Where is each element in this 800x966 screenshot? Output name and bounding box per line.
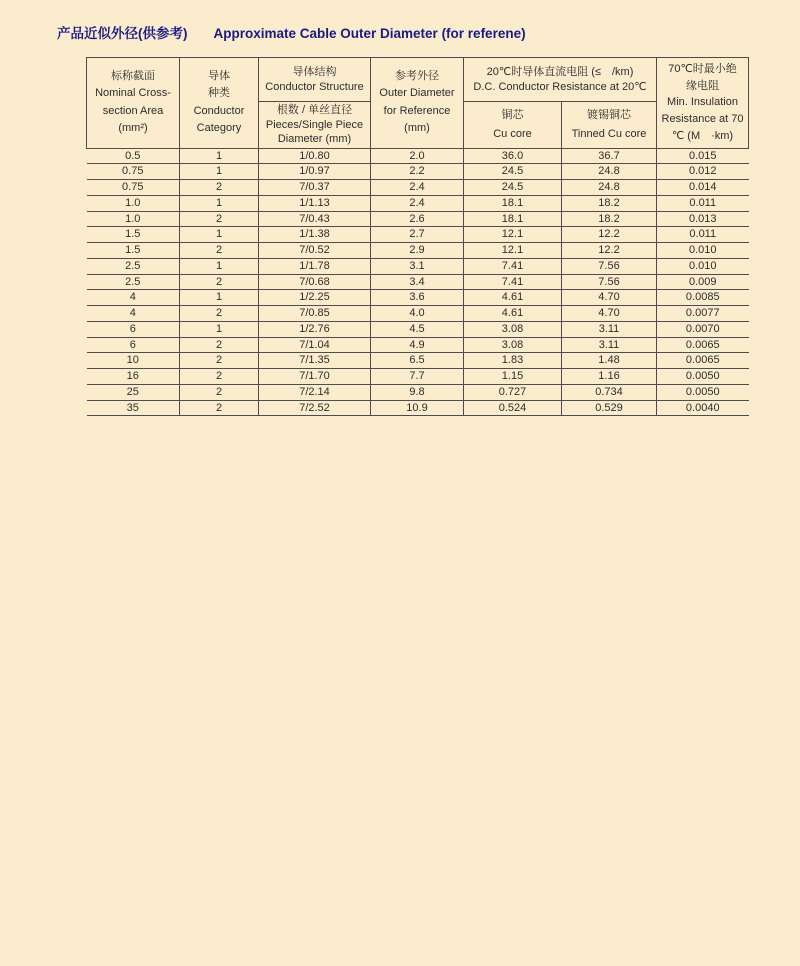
table-row	[87, 195, 749, 211]
cell-min-insulation: 0.015	[657, 148, 749, 164]
cell-min-insulation: 0.0050	[657, 369, 749, 385]
cell-tinned-cu-resistance: 7.56	[562, 258, 657, 274]
cell-cu-core-resistance: 4.61	[464, 290, 562, 306]
cell-tinned-cu-resistance: 4.70	[562, 290, 657, 306]
cell-min-insulation: 0.010	[657, 258, 749, 274]
header-nominal-cross-section-area: 标称截面 Nominal Cross- section Area (mm²)	[87, 58, 180, 149]
cell-outer-diameter: 2.4	[371, 180, 464, 196]
cell-conductor-category: 2	[180, 384, 259, 400]
cell-nominal-area: 25	[87, 384, 180, 400]
cell-conductor-category: 1	[180, 164, 259, 180]
cell-conductor-structure: 7/1.35	[259, 353, 371, 369]
cell-min-insulation: 0.0085	[657, 290, 749, 306]
table-row	[87, 306, 749, 322]
table-row	[87, 274, 749, 290]
cell-nominal-area: 0.75	[87, 164, 180, 180]
cell-nominal-area: 1.5	[87, 243, 180, 259]
cell-cu-core-resistance: 0.727	[464, 384, 562, 400]
cell-conductor-structure: 7/0.52	[259, 243, 371, 259]
cell-min-insulation: 0.011	[657, 195, 749, 211]
cell-outer-diameter: 4.9	[371, 337, 464, 353]
cell-nominal-area: 16	[87, 369, 180, 385]
cell-conductor-category: 2	[180, 274, 259, 290]
cell-tinned-cu-resistance: 18.2	[562, 195, 657, 211]
cell-cu-core-resistance: 18.1	[464, 195, 562, 211]
table-row	[87, 227, 749, 243]
cell-conductor-category: 1	[180, 227, 259, 243]
cell-min-insulation: 0.014	[657, 180, 749, 196]
cell-conductor-category: 2	[180, 211, 259, 227]
cell-cu-core-resistance: 36.0	[464, 148, 562, 164]
cell-conductor-category: 1	[180, 148, 259, 164]
cell-cu-core-resistance: 12.1	[464, 227, 562, 243]
cell-cu-core-resistance: 24.5	[464, 164, 562, 180]
cell-conductor-category: 2	[180, 306, 259, 322]
cell-conductor-category: 2	[180, 180, 259, 196]
cell-tinned-cu-resistance: 36.7	[562, 148, 657, 164]
cell-tinned-cu-resistance: 3.11	[562, 321, 657, 337]
cell-conductor-structure: 7/1.04	[259, 337, 371, 353]
cell-min-insulation: 0.013	[657, 211, 749, 227]
cell-conductor-structure: 7/0.85	[259, 306, 371, 322]
cell-nominal-area: 10	[87, 353, 180, 369]
cell-nominal-area: 4	[87, 306, 180, 322]
cell-conductor-structure: 1/1.78	[259, 258, 371, 274]
cell-min-insulation: 0.0050	[657, 384, 749, 400]
cable-outer-diameter-table	[86, 57, 749, 416]
cell-conductor-category: 2	[180, 400, 259, 416]
table-body	[87, 148, 749, 416]
cell-conductor-category: 1	[180, 195, 259, 211]
cell-tinned-cu-resistance: 3.11	[562, 337, 657, 353]
cell-outer-diameter: 10.9	[371, 400, 464, 416]
cell-min-insulation: 0.0065	[657, 337, 749, 353]
cell-cu-core-resistance: 1.15	[464, 369, 562, 385]
cell-nominal-area: 0.5	[87, 148, 180, 164]
table-row	[87, 211, 749, 227]
cell-outer-diameter: 2.4	[371, 195, 464, 211]
cell-conductor-structure: 7/2.52	[259, 400, 371, 416]
table-row	[87, 164, 749, 180]
cell-tinned-cu-resistance: 24.8	[562, 164, 657, 180]
cell-tinned-cu-resistance: 18.2	[562, 211, 657, 227]
cell-cu-core-resistance: 7.41	[464, 258, 562, 274]
cell-nominal-area: 6	[87, 321, 180, 337]
spec-table-container	[86, 57, 749, 416]
cell-nominal-area: 6	[87, 337, 180, 353]
cell-outer-diameter: 3.6	[371, 290, 464, 306]
table-row	[87, 400, 749, 416]
cell-conductor-structure: 7/0.43	[259, 211, 371, 227]
table-row	[87, 243, 749, 259]
cell-min-insulation: 0.012	[657, 164, 749, 180]
cell-nominal-area: 1.0	[87, 211, 180, 227]
cell-conductor-structure: 1/0.80	[259, 148, 371, 164]
header-conductor-category: 导体 种类 Conductor Category	[180, 58, 259, 149]
cell-conductor-structure: 7/0.37	[259, 180, 371, 196]
cell-conductor-structure: 1/0.97	[259, 164, 371, 180]
cell-nominal-area: 2.5	[87, 258, 180, 274]
cell-outer-diameter: 9.8	[371, 384, 464, 400]
table-row	[87, 258, 749, 274]
header-min-insulation-resistance: 70℃时最小绝 缘电阻 Min. Insulation Resistance at 70 ℃ (M ·km)	[657, 58, 749, 149]
cell-outer-diameter: 6.5	[371, 353, 464, 369]
cell-outer-diameter: 2.7	[371, 227, 464, 243]
table-header	[87, 58, 749, 149]
cell-nominal-area: 4	[87, 290, 180, 306]
cell-min-insulation: 0.0077	[657, 306, 749, 322]
cell-conductor-category: 2	[180, 243, 259, 259]
table-row	[87, 384, 749, 400]
cell-conductor-structure: 1/2.25	[259, 290, 371, 306]
page-title-zh: 产品近似外径(供参考)	[57, 26, 188, 41]
header-conductor-structure: 导体结构 Conductor Structure	[259, 58, 371, 102]
cell-min-insulation: 0.009	[657, 274, 749, 290]
cell-cu-core-resistance: 7.41	[464, 274, 562, 290]
cell-tinned-cu-resistance: 12.2	[562, 227, 657, 243]
cell-min-insulation: 0.010	[657, 243, 749, 259]
cell-conductor-category: 1	[180, 321, 259, 337]
cell-outer-diameter: 2.0	[371, 148, 464, 164]
cell-tinned-cu-resistance: 12.2	[562, 243, 657, 259]
page-title	[57, 22, 526, 42]
cell-tinned-cu-resistance: 1.16	[562, 369, 657, 385]
cell-min-insulation: 0.0040	[657, 400, 749, 416]
cell-cu-core-resistance: 3.08	[464, 321, 562, 337]
cell-outer-diameter: 2.6	[371, 211, 464, 227]
cell-conductor-category: 2	[180, 369, 259, 385]
cell-cu-core-resistance: 18.1	[464, 211, 562, 227]
table-row	[87, 369, 749, 385]
cell-conductor-structure: 7/1.70	[259, 369, 371, 385]
cell-tinned-cu-resistance: 4.70	[562, 306, 657, 322]
table-row	[87, 148, 749, 164]
table-row	[87, 290, 749, 306]
cell-outer-diameter: 4.0	[371, 306, 464, 322]
cell-cu-core-resistance: 0.524	[464, 400, 562, 416]
page-title-en: Approximate Cable Outer Diameter (for referene)	[213, 26, 526, 41]
cell-conductor-category: 2	[180, 337, 259, 353]
cell-nominal-area: 2.5	[87, 274, 180, 290]
table-row	[87, 337, 749, 353]
cell-tinned-cu-resistance: 0.529	[562, 400, 657, 416]
table-row	[87, 180, 749, 196]
cell-cu-core-resistance: 3.08	[464, 337, 562, 353]
cell-nominal-area: 1.5	[87, 227, 180, 243]
cell-conductor-structure: 1/1.13	[259, 195, 371, 211]
cell-outer-diameter: 2.2	[371, 164, 464, 180]
cell-outer-diameter: 2.9	[371, 243, 464, 259]
cell-cu-core-resistance: 24.5	[464, 180, 562, 196]
cell-conductor-category: 2	[180, 353, 259, 369]
cell-outer-diameter: 3.1	[371, 258, 464, 274]
cell-tinned-cu-resistance: 7.56	[562, 274, 657, 290]
cell-cu-core-resistance: 4.61	[464, 306, 562, 322]
table-row	[87, 353, 749, 369]
cell-min-insulation: 0.011	[657, 227, 749, 243]
cell-cu-core-resistance: 1.83	[464, 353, 562, 369]
cell-nominal-area: 35	[87, 400, 180, 416]
header-cu-core: 铜芯 Cu core	[464, 102, 562, 149]
header-outer-diameter-reference: 参考外径 Outer Diameter for Reference (mm)	[371, 58, 464, 149]
table-row	[87, 321, 749, 337]
cell-tinned-cu-resistance: 24.8	[562, 180, 657, 196]
cell-conductor-structure: 7/2.14	[259, 384, 371, 400]
header-pieces-single-piece-diameter: 根数 / 单丝直径 Pieces/Single Piece Diameter (mm)	[259, 102, 371, 149]
cell-conductor-structure: 1/2.76	[259, 321, 371, 337]
cell-outer-diameter: 7.7	[371, 369, 464, 385]
header-tinned-cu-core: 镀锡铜芯 Tinned Cu core	[562, 102, 657, 149]
cell-outer-diameter: 3.4	[371, 274, 464, 290]
cell-min-insulation: 0.0065	[657, 353, 749, 369]
cell-nominal-area: 0.75	[87, 180, 180, 196]
cell-min-insulation: 0.0070	[657, 321, 749, 337]
cell-conductor-structure: 1/1.38	[259, 227, 371, 243]
cell-nominal-area: 1.0	[87, 195, 180, 211]
header-dc-conductor-resistance: 20℃时导体直流电阻 (≤ /km) D.C. Conductor Resistance at 20℃	[464, 58, 657, 102]
cell-conductor-structure: 7/0.68	[259, 274, 371, 290]
cell-outer-diameter: 4.5	[371, 321, 464, 337]
cell-tinned-cu-resistance: 1.48	[562, 353, 657, 369]
cell-tinned-cu-resistance: 0.734	[562, 384, 657, 400]
cell-conductor-category: 1	[180, 290, 259, 306]
cell-cu-core-resistance: 12.1	[464, 243, 562, 259]
cell-conductor-category: 1	[180, 258, 259, 274]
